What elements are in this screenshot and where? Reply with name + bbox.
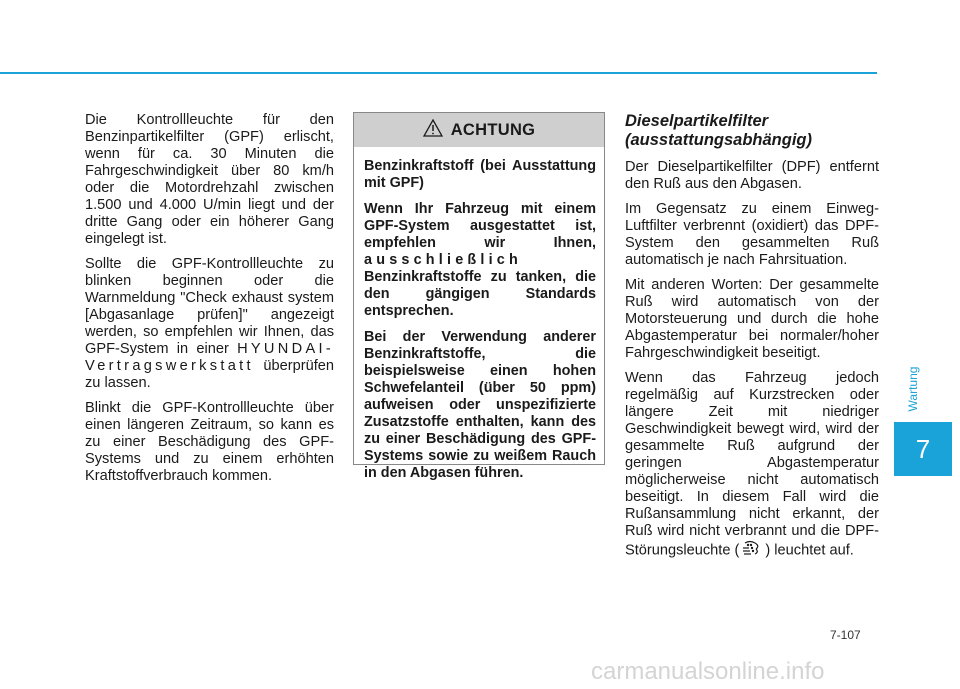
gpf-damage-paragraph: Blinkt die GPF-Kontrollleuchte über einen längeren Zeitraum, so kann es zu einer Beschädigung des GPF-Systems und zu einem erhöhten Kraftstoffverbrauch kommen.	[85, 400, 334, 484]
caution-body	[354, 147, 604, 482]
caution-fuel-text-a: Wenn Ihr Fahrzeug mit einem GPF-System ausgestattet ist, empfehlen wir Ihnen,	[364, 201, 596, 251]
warning-triangle-icon	[423, 119, 443, 142]
header-rule	[0, 72, 877, 74]
section-heading-line2: (ausstattungsabhängig)	[625, 131, 813, 149]
chapter-tab	[894, 422, 952, 476]
caution-header	[354, 113, 604, 147]
gpf-blink-text-a: Sollte die GPF-Kontrollleuchte zu blinken beginnen oder die Warnmeldung "Check exhaust system [Abgasanlage prüfen]" angezeigt werden, so empfehlen wir Ihnen, das GPF-System in einer	[85, 256, 334, 357]
caution-title: ACHTUNG	[450, 120, 536, 139]
caution-box	[353, 112, 605, 481]
caution-fuel-emphasis: ausschließlich	[364, 252, 522, 268]
section-heading-line1: Dieselpartikelfilter	[625, 112, 769, 130]
dpf-warning-text-a: Wenn das Fahrzeug jedoch regelmäßig auf Kurzstrecken oder längere Zeit mit niedriger Geschwindigkeit bewegt wird, wird der gesammelte Ruß aufgrund der geringen Abgastemperatur möglicherweise nicht automatisch beseitigt. In diesem Fall wird die Rußansammlung nicht erkannt, der Ruß wird nicht verbrannt und die DPF-Störungsleuchte (	[625, 370, 879, 559]
gpf-blink-workshop: HYUNDAI-Vertragswerkstatt	[85, 341, 335, 374]
section-label: Wartung	[906, 366, 920, 412]
chapter-number: 7	[915, 433, 931, 464]
section-heading	[625, 112, 879, 150]
caution-subtitle: Benzinkraftstoff (bei Ausstattung mit GPF)	[364, 158, 596, 191]
caution-fuel-paragraph	[364, 201, 596, 320]
dpf-warning-light-icon	[741, 540, 763, 561]
right-column	[625, 112, 879, 569]
caution-damage-paragraph: Bei der Verwendung anderer Benzinkraftstoffe, die beispielsweise einen hohen Schwefelanteil (über 50 ppm) aufweisen oder unspezifizierte Zusatzstoffe enthalten, kann des zu einer Beschädigung des GPF-Systems sowie zu weißem Rauch in den Abgasen führen.	[364, 329, 596, 481]
gpf-off-paragraph: Die Kontrollleuchte für den Benzinpartikelfilter (GPF) erlischt, wenn für ca. 30 Minuten die Fahrgeschwindigkeit über 80 km/h oder die Motordrehzahl zwischen 1.500 und 4.000 U/min liegt und der dritte Gang oder ein höherer Gang eingelegt ist.	[85, 112, 334, 247]
dpf-warning-paragraph	[625, 370, 879, 561]
dpf-oxidize-paragraph: Im Gegensatz zu einem Einweg-Luftfilter verbrennt (oxidiert) das DPF-System den gesammelten Ruß automatisch je nach Fahrsituation.	[625, 201, 879, 268]
dpf-warning-text-b: ) leuchtet auf.	[765, 542, 854, 559]
watermark: carmanualsonline.info	[591, 658, 825, 685]
dpf-auto-paragraph: Mit anderen Worten: Der gesammelte Ruß wird automatisch von der Motorsteuerung und durch die hohe Abgastemperatur bei normaler/hoher Fahrgeschwindigkeit beseitigt.	[625, 277, 879, 361]
page-number: 7-107	[830, 628, 861, 642]
gpf-blink-text-b: überprüfen zu lassen.	[85, 358, 334, 391]
caution-fuel-text-b: Benzinkraftstoffe zu tanken, die den gängigen Standards entsprechen.	[364, 269, 596, 319]
dpf-intro-paragraph: Der Dieselpartikelfilter (DPF) entfernt den Ruß aus den Abgasen.	[625, 159, 879, 192]
gpf-blink-paragraph	[85, 256, 334, 392]
left-column	[85, 112, 334, 493]
